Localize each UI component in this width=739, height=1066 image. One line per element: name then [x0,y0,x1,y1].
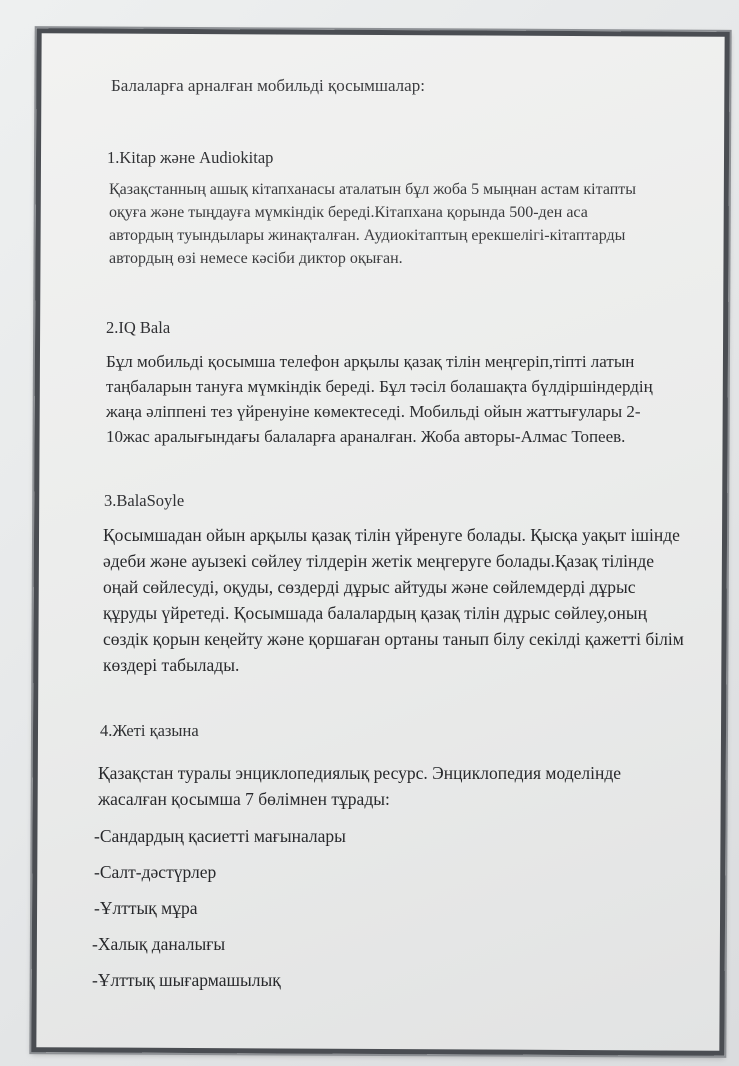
section-2-line-2: таңбаларын тануға мүмкіндік береді. Бұл тәсіл болашақта бүлдіршіндердің [106,377,653,396]
section-2-line-3: жаңа әліппені тез үйренуіне көмектеседі. Мобильді ойын жаттығулары 2- [106,402,641,421]
section-3-heading: 3.BalaSoyle [104,491,185,510]
list-item-4: -Халық даналығы [92,934,226,954]
section-4-line-2: жасалған қосымша 7 бөлімнен тұрады: [98,789,390,809]
section-3-line-1: Қосымшадан ойын арқылы қазақ тілін үйренуге болады. Қысқа уақыт ішінде [103,525,680,545]
section-3-line-3: оңай сөйлесуді, оқуды, сөздерді дұрыс айтуды және сөйлемдерді дұрыс [103,577,636,597]
list-item-2: -Салт-дәстүрлер [94,862,217,882]
section-3-line-2: әдеби және ауызекі сөйлеу тілдерін жетік меңгеруге болады.Қазақ тілінде [103,551,654,571]
section-3-line-5: сөздік қорын кеңейту және қоршаған ортаны танып білу секілді қажетті білім [103,629,684,649]
section-1-line-3: автордың туындылары жинақталған. Аудиокітаптың ерекшелігі-кітаптарды [109,227,626,244]
section-4-line-1: Қазақстан туралы энциклопедиялық ресурс. Энциклопедия моделінде [98,763,622,783]
section-3-line-6: көздері табылады. [103,655,240,675]
list-item-5: -Ұлттық шығармашылық [92,970,281,990]
section-4-heading: 4.Жеті қазына [100,721,199,740]
section-2-line-1: Бұл мобильді қосымша телефон арқылы қазақ тілін меңгеріп,тіпті латын [106,352,635,371]
list-item-3: -Ұлттық мұра [94,898,198,918]
document-title: Балаларға арналған мобильді қосымшалар: [111,76,425,95]
section-1-line-4: автордың өзі немесе кәсіби диктор оқыған. [109,250,403,267]
section-1-line-2: оқуға және тыңдауға мүмкіндік береді.Кітапхана қорында 500-ден аса [109,204,588,221]
list-item-1: -Сандардың қасиетті мағыналары [94,826,346,846]
section-1-heading: 1.Kitap және Audiokitap [107,148,274,167]
section-1-line-1: Қазақстанның ашық кітапханасы аталатын бұл жоба 5 мыңнан астам кітапты [109,181,637,198]
section-3-line-4: құруды үйретеді. Қосымшада балалардың қазақ тілін дұрыс сөйлеу,оның [103,603,647,623]
section-2-heading: 2.IQ Bala [106,318,171,337]
section-2-line-4: 10жас аралығындағы балаларға араналған. Жоба авторы-Алмас Топеев. [106,427,626,446]
